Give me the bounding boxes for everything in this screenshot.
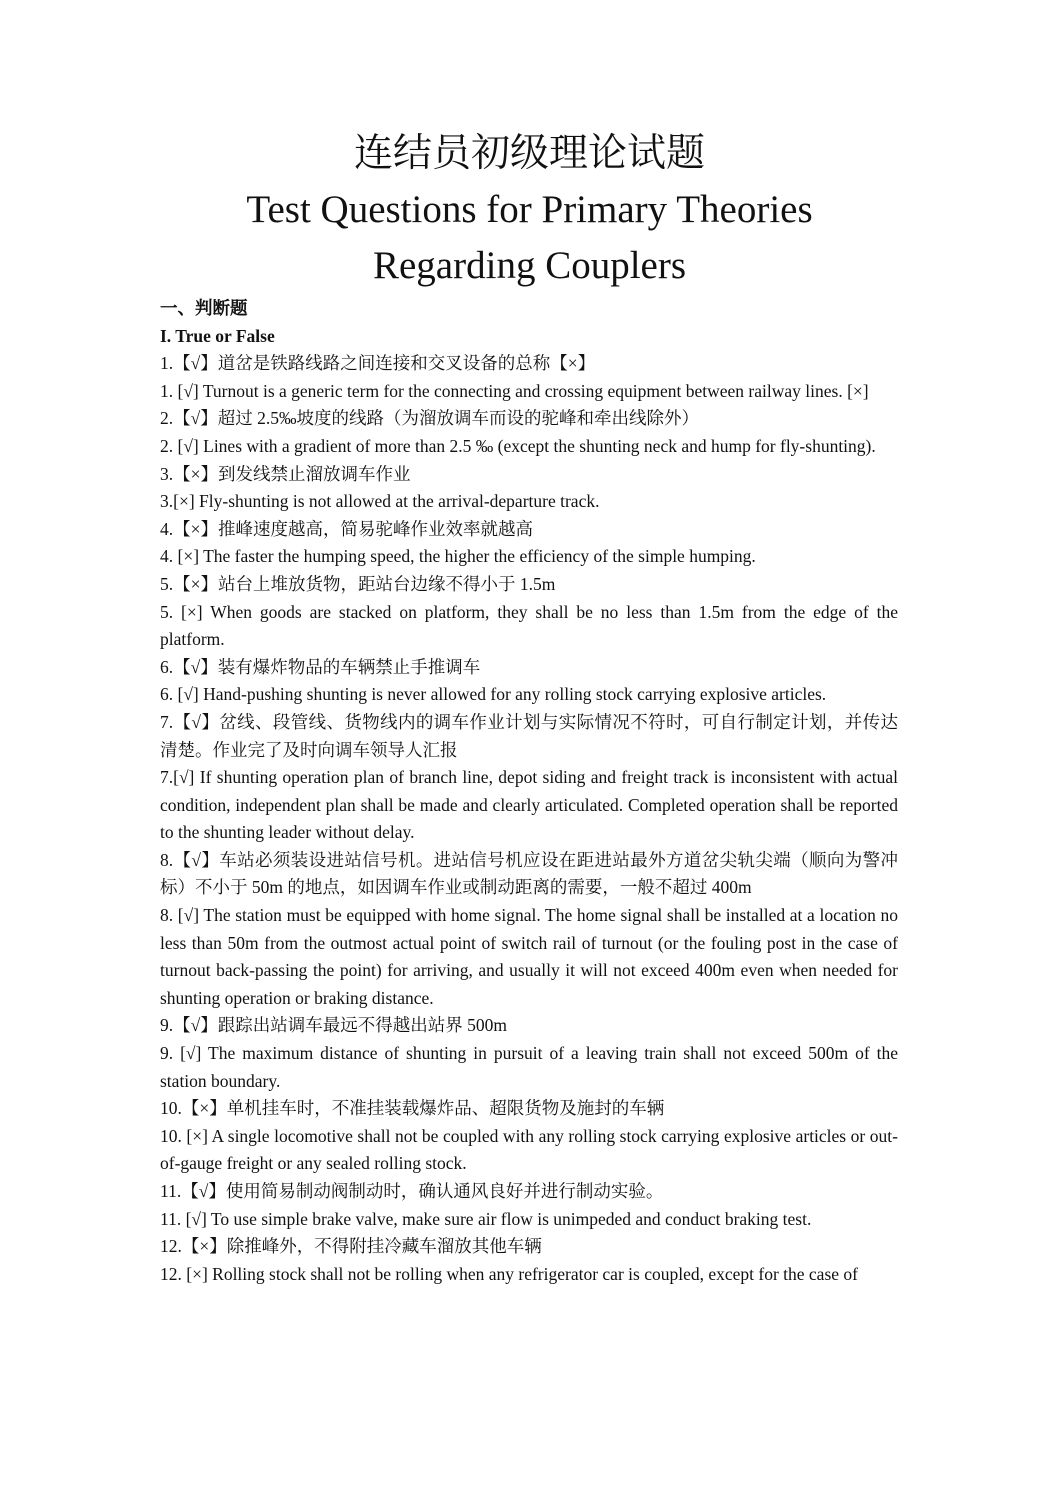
question-8-chinese: 8.【√】车站必须装设进站信号机。进站信号机应设在距进站最外方道岔尖轨尖端（顺向为警冲标）不小于 50m 的地点，如因调车作业或制动距离的需要，一般不超过 400m bbox=[160, 849, 898, 898]
question-5-english: 5. [×] When goods are stacked on platform, they shall be no less than 1.5m from the edge of the platform. bbox=[160, 601, 898, 650]
title-english-line-1: Test Questions for Primary Theories bbox=[246, 188, 813, 231]
question-12-chinese: 12.【×】除推峰外，不得附挂冷藏车溜放其他车辆 bbox=[160, 1236, 542, 1257]
question-5-chinese: 5.【×】站台上堆放货物，距站台边缘不得小于 1.5m bbox=[160, 573, 556, 594]
document-title-block bbox=[0, 126, 1059, 294]
question-7-english: 7.[√] If shunting operation plan of branch line, depot siding and freight track is inconsistent with actual condition, independent plan shall be made and clearly articulated. Completed operation shall be reported to the shunting leader without delay. bbox=[160, 767, 898, 843]
section-heading-chinese: 一、判断题 bbox=[160, 298, 248, 318]
question-6-english: 6. [√] Hand-pushing shunting is never allowed for any rolling stock carrying explosive articles. bbox=[160, 684, 827, 705]
question-11-chinese: 11.【√】使用简易制动阀制动时，确认通风良好并进行制动实验。 bbox=[160, 1181, 664, 1201]
question-7-chinese: 7.【√】岔线、段管线、货物线内的调车作业计划与实际情况不符时，可自行制定计划，并传达清楚。作业完了及时向调车领导人汇报 bbox=[160, 711, 898, 760]
question-1-chinese: 1.【√】道岔是铁路线路之间连接和交叉设备的总称【×】 bbox=[160, 353, 596, 374]
question-4-chinese: 4.【×】推峰速度越高，简易驼峰作业效率就越高 bbox=[160, 518, 533, 539]
title-english-line-2: Regarding Couplers bbox=[372, 244, 687, 287]
question-4-english: 4. [×] The faster the humping speed, the higher the efficiency of the simple humping. bbox=[160, 546, 756, 567]
question-3-english: 3.[×] Fly-shunting is not allowed at the arrival-departure track. bbox=[160, 491, 600, 512]
question-9-english: 9. [√] The maximum distance of shunting in pursuit of a leaving train shall not exceed 500m of the station boundary. bbox=[160, 1043, 898, 1091]
question-2-english: 2. [√] Lines with a gradient of more than 2.5 ‰ (except the shunting neck and hump for fly-shunting). bbox=[160, 435, 876, 456]
question-11-english: 11. [√] To use simple brake valve, make sure air flow is unimpeded and conduct braking test. bbox=[160, 1208, 812, 1229]
question-10-english: 10. [×] A single locomotive shall not be coupled with any rolling stock carrying explosive articles or out-of-gauge freight or any sealed rolling stock. bbox=[160, 1125, 898, 1174]
section-heading-english: I. True or False bbox=[160, 325, 275, 346]
question-1-english: 1. [√] Turnout is a generic term for the connecting and crossing equipment between railway lines. [×] bbox=[160, 380, 869, 401]
question-2-chinese: 2.【√】超过 2.5‰坡度的线路（为溜放调车而设的驼峰和牵出线除外） bbox=[160, 408, 699, 429]
question-12-english: 12. [×] Rolling stock shall not be rolling when any refrigerator car is coupled, except for the case of bbox=[160, 1263, 858, 1284]
question-6-chinese: 6.【√】装有爆炸物品的车辆禁止手推调车 bbox=[160, 656, 481, 677]
title-chinese: 连结员初级理论试题 bbox=[353, 132, 705, 175]
document-body bbox=[160, 295, 898, 1288]
question-8-english: 8. [√] The station must be equipped with home signal. The home signal shall be installed at a location no less than 50m from the outmost actual point of switch rail of turnout (or the fouling post in the case of turnout back-passing the point) for arriving, and usually it will not exceed 400m even when needed for shunting operation or braking distance. bbox=[160, 905, 898, 1008]
question-9-chinese: 9.【√】跟踪出站调车最远不得越出站界 500m bbox=[160, 1015, 507, 1036]
question-3-chinese: 3.【×】到发线禁止溜放调车作业 bbox=[160, 463, 411, 484]
question-10-chinese: 10.【×】单机挂车时，不准挂装载爆炸品、超限货物及施封的车辆 bbox=[160, 1098, 665, 1119]
